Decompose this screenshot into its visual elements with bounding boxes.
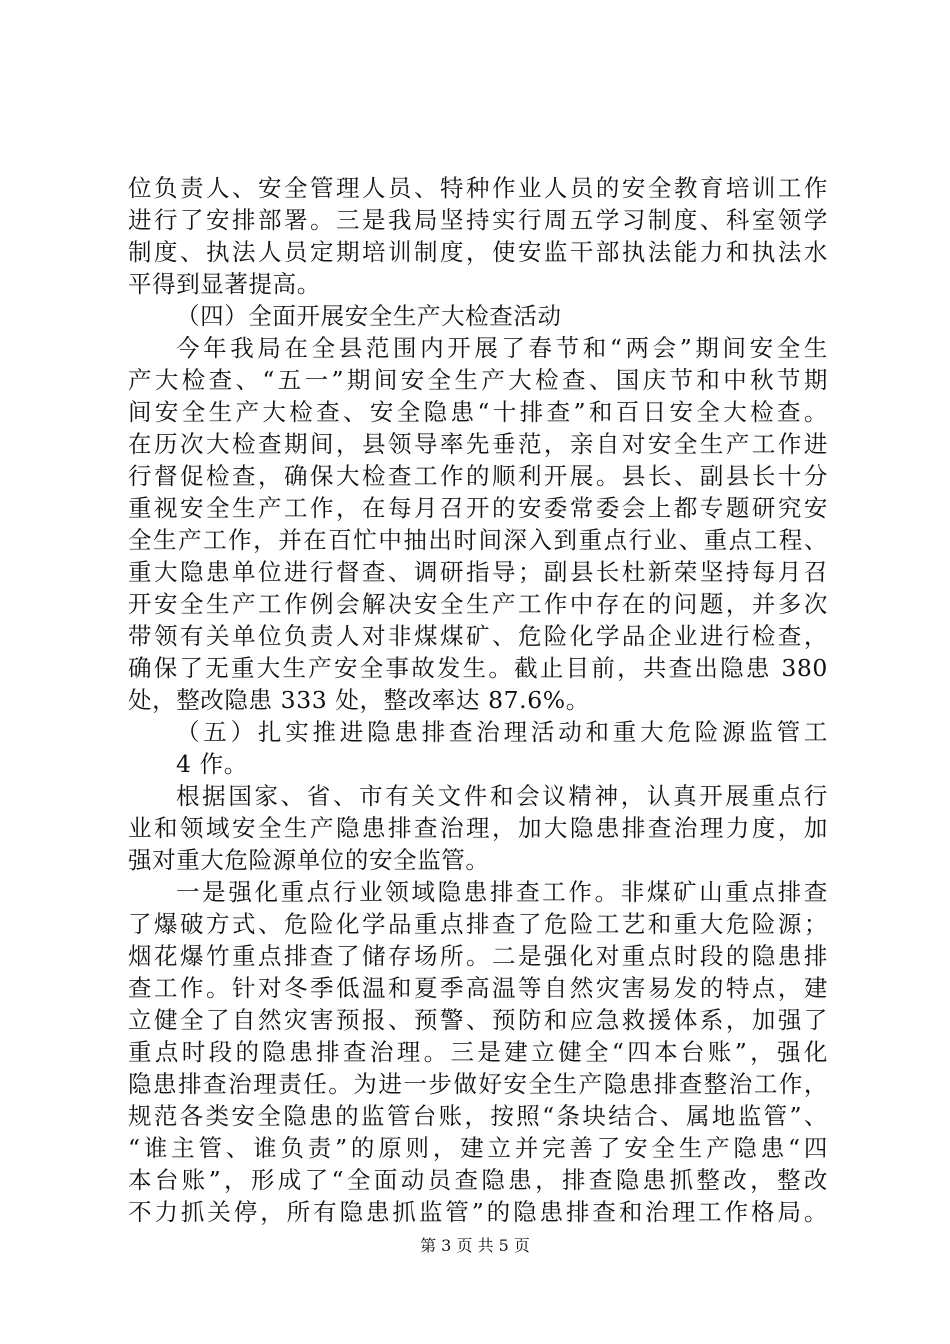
body-text (128, 172, 828, 1228)
paragraph-line: 位负责人、安全管理人员、特种作业人员的安全教育培训工作 (128, 174, 828, 202)
paragraph-line: 一是强化重点行业领域隐患排查工作。非煤矿山重点排查 (176, 878, 828, 906)
paragraph-line: 制度、执法人员定期培训制度，使安监干部执法能力和执法水 (128, 238, 828, 266)
paragraph-line: 业和领域安全生产隐患排查治理，加大隐患排查治理力度，加 (128, 814, 828, 842)
paragraph-line: 隐患排查治理责任。为进一步做好安全生产隐患排查整治工作， (128, 1070, 828, 1098)
paragraph-line: 了爆破方式、危险化学品重点排查了危险工艺和重大危险源； (128, 910, 828, 938)
paragraph-line: 不力抓关停，所有隐患抓监管”的隐患排查和治理工作格局。 (128, 1198, 828, 1226)
paragraph-line: 行督促检查，确保大检查工作的顺利开展。县长、副县长十分 (128, 462, 828, 490)
paragraph-line: 处，整改隐患 333 处，整改率达 87.6%。 (128, 686, 590, 714)
paragraph-line: 规范各类安全隐患的监管台账，按照“条块结合、属地监管”、 (128, 1102, 828, 1130)
section-heading-5: （五）扎实推进隐患排查治理活动和重大危险源监管工 (176, 718, 828, 746)
paragraph-line: 烟花爆竹重点排查了储存场所。二是强化对重点时段的隐患排 (128, 942, 828, 970)
paragraph-line: 带领有关单位负责人对非煤煤矿、危险化学品企业进行检查， (128, 622, 828, 650)
paragraph-line: 重大隐患单位进行督查、调研指导；副县长杜新荣坚持每月召 (128, 558, 828, 586)
paragraph-line: 立健全了自然灾害预报、预警、预防和应急救援体系，加强了 (128, 1006, 828, 1034)
paragraph-line: 确保了无重大生产安全事故发生。截止目前，共查出隐患 380 (128, 654, 828, 682)
paragraph-line: “谁主管、谁负责”的原则，建立并完善了安全生产隐患“四 (128, 1134, 828, 1162)
paragraph-line: 间安全生产大检查、安全隐患“十排查”和百日安全大检查。 (128, 398, 828, 426)
section-heading-4: （四）全面开展安全生产大检查活动 (176, 302, 562, 330)
paragraph-line: 在历次大检查期间，县领导率先垂范，亲自对安全生产工作进 (128, 430, 828, 458)
section-heading-5-continued: 4 作。 (176, 750, 248, 778)
paragraph-line: 今年我局在全县范围内开展了春节和“两会”期间安全生 (176, 334, 828, 362)
paragraph-line: 重点时段的隐患排查治理。三是建立健全“四本台账”，强化 (128, 1038, 828, 1066)
paragraph-line: 重视安全生产工作，在每月召开的安委常委会上都专题研究安 (128, 494, 828, 522)
paragraph-line: 产大检查、“五一”期间安全生产大检查、国庆节和中秋节期 (128, 366, 828, 394)
paragraph-line: 全生产工作，并在百忙中抽出时间深入到重点行业、重点工程、 (128, 526, 828, 554)
paragraph-line: 本台账”，形成了“全面动员查隐患，排查隐患抓整改，整改 (128, 1166, 828, 1194)
paragraph-line: 进行了安排部署。三是我局坚持实行周五学习制度、科室领学 (128, 206, 828, 234)
paragraph-line: 强对重大危险源单位的安全监管。 (128, 846, 490, 874)
page-number-footer: 第 3 页 共 5 页 (420, 1236, 530, 1255)
paragraph-line: 根据国家、省、市有关文件和会议精神，认真开展重点行 (176, 782, 828, 810)
paragraph-line: 平得到显著提高。 (128, 270, 321, 298)
paragraph-line: 开安全生产工作例会解决安全生产工作中存在的问题，并多次 (128, 590, 828, 618)
paragraph-line: 查工作。针对冬季低温和夏季高温等自然灾害易发的特点，建 (128, 974, 828, 1002)
